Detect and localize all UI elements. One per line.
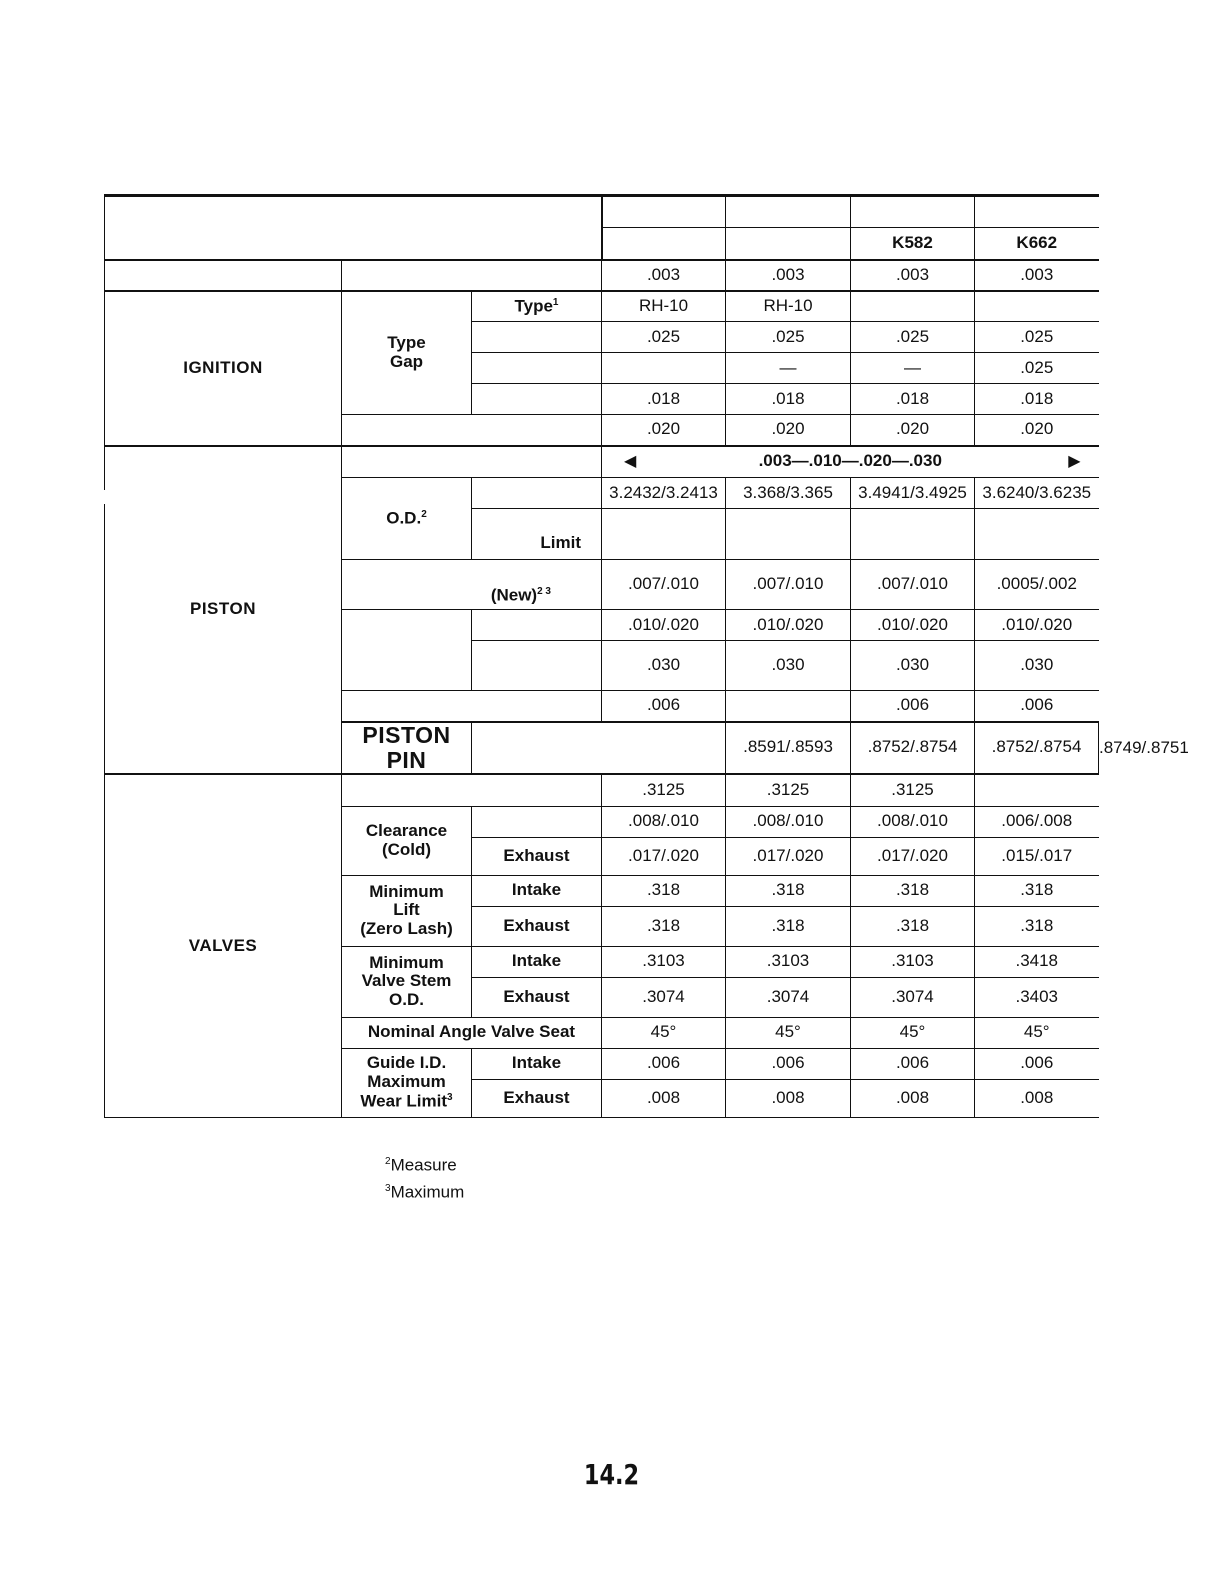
value-cell: .003 bbox=[975, 260, 1099, 291]
header-cell bbox=[975, 196, 1099, 228]
value-cell: .008/.010 bbox=[602, 806, 726, 837]
gap-sublabel bbox=[472, 384, 602, 415]
model-label bbox=[726, 228, 851, 260]
exhaust-label: Exhaust bbox=[472, 837, 602, 875]
value-cell: .015/.017 bbox=[975, 837, 1099, 875]
value-cell: .318 bbox=[851, 875, 975, 906]
clearance-label: Clearance (Cold) bbox=[342, 806, 472, 875]
intake-label: Intake bbox=[472, 946, 602, 977]
value-cell: .010/.020 bbox=[726, 610, 851, 641]
value-cell: 3.4941/3.4925 bbox=[851, 478, 975, 509]
value-cell bbox=[726, 691, 851, 722]
page-number: 14.2 bbox=[583, 1458, 640, 1491]
row-label bbox=[105, 260, 342, 291]
value-cell bbox=[851, 509, 975, 560]
guide-id-label: Guide I.D. Maximum Wear Limit$^3$ bbox=[342, 1048, 472, 1117]
value-cell bbox=[726, 509, 851, 560]
value-cell: .017/.020 bbox=[602, 837, 726, 875]
row-sublabel bbox=[342, 774, 602, 806]
value-cell: .017/.020 bbox=[726, 837, 851, 875]
value-cell: .010/.020 bbox=[602, 610, 726, 641]
value-cell: .008/.010 bbox=[851, 806, 975, 837]
gap-label: Gap bbox=[389, 351, 424, 371]
value-cell: .006 bbox=[851, 1048, 975, 1079]
header-blank bbox=[105, 196, 602, 260]
value-cell: .318 bbox=[975, 875, 1099, 906]
value-cell: — bbox=[726, 353, 851, 384]
value-cell: .007/.010 bbox=[851, 560, 975, 610]
value-cell: .3074 bbox=[726, 977, 851, 1017]
value-cell: .318 bbox=[726, 875, 851, 906]
header-cell bbox=[726, 196, 851, 228]
value-cell: .025 bbox=[602, 322, 726, 353]
header-cell bbox=[851, 196, 975, 228]
value-cell bbox=[975, 291, 1099, 322]
value-cell: .006 bbox=[975, 1048, 1099, 1079]
value-cell: RH-10 bbox=[726, 291, 851, 322]
specification-table: K582 K662 .003 .003 .003 .003 IGNITION Type Gap Type$^1$ RH-10 RH-10 .025 .025 .025 .025 — — .025 .018 .018 .018 .018 .020 .020 .020 .020 PISTON ◀ .003—.010—.020—.030 ▶ O.D.$^2$ 3.2432/3.2413 3.368/3.365 3.4941/3.4925 3.6240/3.6235 Limit (New)$^{2 3}$ .007/.010 .007/.010 .007/.010 .0005/.002 .010/.020 .010/.020 .010/.020 .010/.020 .030 .030 .030 .030 .006 .006 .006 PISTON PIN .8591/.8593 .8752/.8754 .8752/.8754 .8749/.8751 VALVES .3125 .3125 .3125 Clearance (Cold) .008/.010 .008/.010 .008/.010 .006/.008 Exhaust .017/.020 .017/.020 .017/.020 .015/.017 Minimum Lift (Zero Lash) Intake .318 .318 .318 .318 Exhaust .318 .318 .318 .318 Minimum Valve Stem O.D. Intake .3103 .3103 .3103 .3418 Exhaust .3074 .3074 .3074 .3403 Nominal Angle Valve Seat 45° 45° 45° 45° Guide I.D. Maximum Wear Limit$^3$ Intake .006 .006 .006 .006 Exhaust .008 .008 .008 .008 bbox=[104, 194, 1099, 1118]
value-cell: .006 bbox=[602, 691, 726, 722]
row-sublabel bbox=[342, 691, 602, 722]
min-lift-label: Minimum Lift (Zero Lash) bbox=[342, 875, 472, 946]
value-cell: .006 bbox=[602, 1048, 726, 1079]
section-ignition: IGNITION bbox=[105, 291, 342, 446]
value-cell: .8752/.8754 bbox=[975, 722, 1099, 775]
od-label: O.D.$^2$ bbox=[342, 478, 472, 560]
value-cell: .020 bbox=[975, 415, 1099, 446]
value-cell: .318 bbox=[602, 875, 726, 906]
value-cell: .008 bbox=[726, 1079, 851, 1117]
value-cell: .0005/.002 bbox=[975, 560, 1099, 610]
oversize-sizes: ◀ .003—.010—.020—.030 ▶ bbox=[602, 446, 1099, 478]
value-cell: .8591/.8593 bbox=[726, 722, 851, 775]
value-cell: .010/.020 bbox=[851, 610, 975, 641]
value-cell: .3125 bbox=[851, 774, 975, 806]
value-cell: 3.368/3.365 bbox=[726, 478, 851, 509]
value-cell: .8752/.8754 bbox=[851, 722, 975, 775]
section-valves: VALVES bbox=[105, 774, 342, 1117]
value-cell: .025 bbox=[851, 322, 975, 353]
value-cell: .006 bbox=[975, 691, 1099, 722]
value-cell: .030 bbox=[851, 641, 975, 691]
type-gap-label bbox=[342, 291, 472, 415]
exhaust-label: Exhaust bbox=[472, 906, 602, 946]
ring-label bbox=[342, 610, 472, 691]
value-cell: .318 bbox=[726, 906, 851, 946]
ring-sublabel bbox=[472, 641, 602, 691]
value-cell: .006 bbox=[851, 691, 975, 722]
footnote-2: $^2$Measure bbox=[385, 1155, 457, 1175]
value-cell: .007/.010 bbox=[602, 560, 726, 610]
value-cell: .318 bbox=[851, 906, 975, 946]
oversize-label bbox=[342, 446, 602, 478]
value-cell: .3074 bbox=[851, 977, 975, 1017]
intake-sublabel bbox=[472, 806, 602, 837]
row-sublabel bbox=[342, 415, 602, 446]
value-cell: .003 bbox=[602, 260, 726, 291]
value-cell: .003 bbox=[726, 260, 851, 291]
od-sublabel bbox=[472, 478, 602, 509]
value-cell: .3418 bbox=[975, 946, 1099, 977]
nominal-angle-label: Nominal Angle Valve Seat bbox=[342, 1017, 602, 1048]
row-sublabel bbox=[342, 260, 602, 291]
model-label: K662 bbox=[975, 228, 1099, 260]
value-cell: 3.6240/3.6235 bbox=[975, 478, 1099, 509]
border-gap bbox=[100, 490, 106, 504]
value-cell: .3403 bbox=[975, 977, 1099, 1017]
value-cell: .3125 bbox=[602, 774, 726, 806]
value-cell: .3125 bbox=[726, 774, 851, 806]
footnote-3: $^3$Maximum bbox=[385, 1182, 465, 1202]
value-cell bbox=[975, 774, 1099, 806]
value-cell: .025 bbox=[726, 322, 851, 353]
intake-label: Intake bbox=[472, 875, 602, 906]
value-cell: .018 bbox=[975, 384, 1099, 415]
value-cell bbox=[975, 509, 1099, 560]
value-cell: .3103 bbox=[851, 946, 975, 977]
type-label: Type bbox=[387, 333, 426, 353]
value-cell: .018 bbox=[851, 384, 975, 415]
value-cell: .006 bbox=[726, 1048, 851, 1079]
value-cell: .018 bbox=[726, 384, 851, 415]
ring-sublabel bbox=[472, 610, 602, 641]
value-cell: 45° bbox=[975, 1017, 1099, 1048]
value-cell: RH-10 bbox=[602, 291, 726, 322]
header-cell bbox=[602, 196, 726, 228]
value-cell: 45° bbox=[851, 1017, 975, 1048]
value-cell: .3103 bbox=[602, 946, 726, 977]
footnotes bbox=[385, 1150, 464, 1203]
value-cell: .017/.020 bbox=[851, 837, 975, 875]
value-cell: .025 bbox=[975, 353, 1099, 384]
value-cell: 3.2432/3.2413 bbox=[602, 478, 726, 509]
value-cell bbox=[602, 509, 726, 560]
intake-label: Intake bbox=[472, 1048, 602, 1079]
section-piston-pin: PISTON PIN bbox=[342, 722, 472, 775]
value-cell: .020 bbox=[726, 415, 851, 446]
value-cell: .008/.010 bbox=[726, 806, 851, 837]
exhaust-label: Exhaust bbox=[472, 977, 602, 1017]
value-cell bbox=[602, 353, 726, 384]
stem-od-label: Minimum Valve Stem O.D. bbox=[342, 946, 472, 1017]
value-cell: .030 bbox=[726, 641, 851, 691]
value-cell: .3074 bbox=[602, 977, 726, 1017]
gap-sublabel bbox=[472, 353, 602, 384]
section-piston: PISTON bbox=[105, 446, 342, 775]
value-cell: .010/.020 bbox=[975, 610, 1099, 641]
value-cell: .018 bbox=[602, 384, 726, 415]
type-sublabel: Type$^1$ bbox=[472, 291, 602, 322]
value-cell: .003 bbox=[851, 260, 975, 291]
value-cell: .318 bbox=[975, 906, 1099, 946]
value-cell: .318 bbox=[602, 906, 726, 946]
new-label: (New)$^{2 3}$ bbox=[342, 560, 602, 610]
exhaust-label: Exhaust bbox=[472, 1079, 602, 1117]
model-label bbox=[602, 228, 726, 260]
value-cell: .008 bbox=[602, 1079, 726, 1117]
arrow-right-icon: ▶ bbox=[1068, 452, 1081, 470]
value-cell: .020 bbox=[851, 415, 975, 446]
value-cell: .025 bbox=[975, 322, 1099, 353]
gap-sublabel bbox=[472, 322, 602, 353]
value-cell bbox=[851, 291, 975, 322]
value-cell: .030 bbox=[602, 641, 726, 691]
arrow-left-icon: ◀ bbox=[624, 452, 637, 470]
model-label: K582 bbox=[851, 228, 975, 260]
value-cell: 45° bbox=[602, 1017, 726, 1048]
value-cell: — bbox=[851, 353, 975, 384]
value-cell: .3103 bbox=[726, 946, 851, 977]
value-cell: 45° bbox=[726, 1017, 851, 1048]
value-cell: .008 bbox=[975, 1079, 1099, 1117]
limit-label: Limit bbox=[472, 509, 602, 560]
value-cell: .030 bbox=[975, 641, 1099, 691]
value-cell: .006/.008 bbox=[975, 806, 1099, 837]
value-cell: .020 bbox=[602, 415, 726, 446]
value-cell: .007/.010 bbox=[726, 560, 851, 610]
value-cell: .008 bbox=[851, 1079, 975, 1117]
row-sublabel bbox=[472, 722, 726, 775]
